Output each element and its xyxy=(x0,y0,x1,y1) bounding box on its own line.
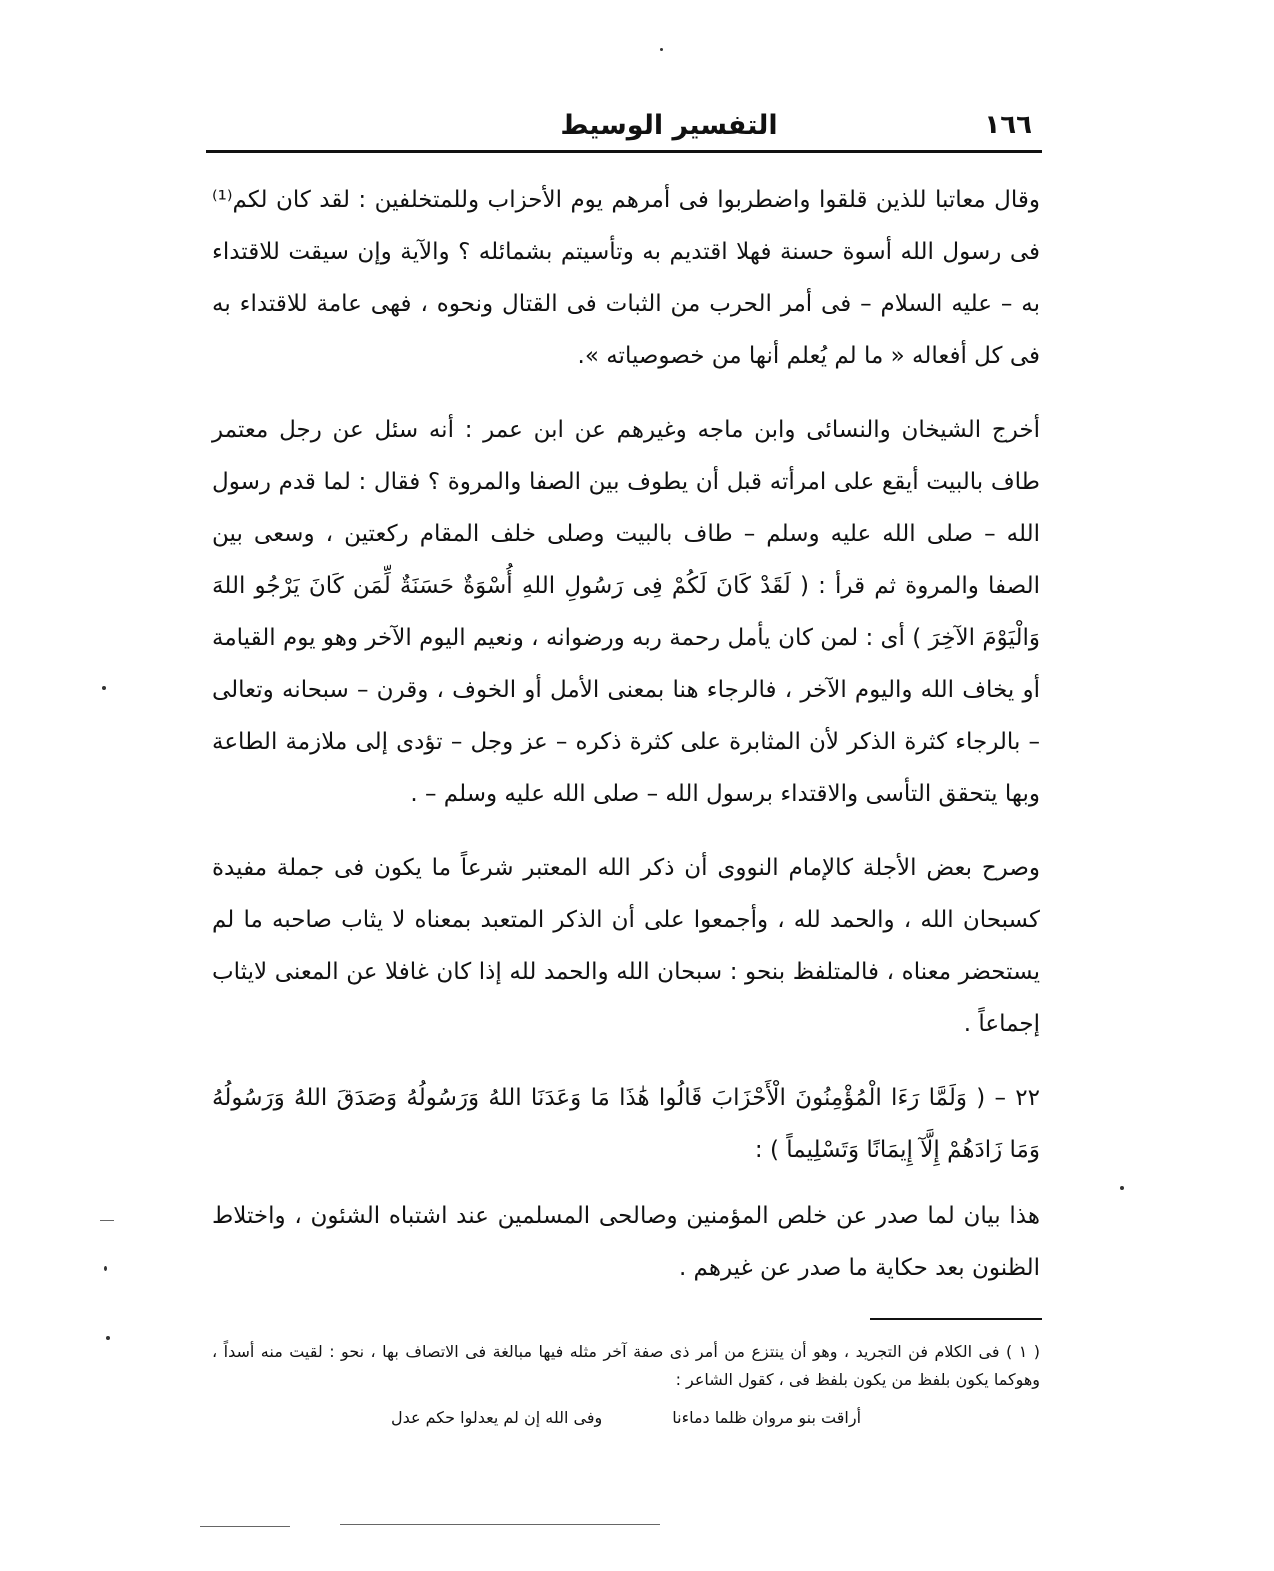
paragraph: وصرح بعض الأجلة كالإمام النووى أن ذكر الله المعتبر شرعاً ما يكون فى جملة مفيدة كسبحان الله ، والحمد لله ، وأجمعوا على أن الذكر المتعبد بمعناه لا يثاب صاحبه ما لم يستحضر معناه ، فالمتلفظ بنحو : سبحان الله والحمد لله إذا كان غافلا عن المعنى لايثاب إجماعاً . xyxy=(212,855,1040,1037)
page-header xyxy=(208,108,1040,148)
scan-speck xyxy=(102,686,106,690)
footnotes xyxy=(212,1338,1040,1432)
footnote-rule xyxy=(870,1318,1042,1320)
scan-speck xyxy=(660,48,663,51)
running-title: التفسير الوسيط xyxy=(560,110,778,141)
verse-heading: ٢٢ – ( وَلَمَّا رَءَا الْمُؤْمِنُونَ الْأَحْزَابَ قَالُوا هَٰذَا مَا وَعَدَنَا اللهُ وَرَسُولُهُ وَصَدَقَ اللهُ وَرَسُولُهُ وَمَا زَادَهُمْ إِلَّآ إِيمَانًا وَتَسْلِيماً ) : xyxy=(212,1085,1040,1163)
page-number: ١٦٦ xyxy=(984,110,1032,140)
main-text xyxy=(212,174,1040,1294)
paragraph: هذا بيان لما صدر عن خلص المؤمنين وصالحى المسلمين عند اشتباه الشئون ، واختلاط الظنون بعد حكاية ما صدر عن غيرهم . xyxy=(212,1203,1040,1281)
verse-first-hemistich: أراقت بنو مروان ظلما دماءنا xyxy=(672,1408,862,1427)
footnote-text: ( ١ ) فى الكلام فن التجريد ، وهو أن ينتزع من أمر ذى صفة آخر مثله فيها مبالغة فى الاتصاف بها ، نحو : لقيت منه أسداً ، وهوكما يكون بلفظ من يكون بلفظ فى ، كقول الشاعر : xyxy=(212,1342,1041,1389)
header-rule xyxy=(206,150,1042,153)
scan-speck xyxy=(104,1266,107,1271)
scan-edge xyxy=(200,1526,290,1527)
paragraph: أخرج الشيخان والنسائى وابن ماجه وغيرهم عن ابن عمر : أنه سئل عن رجل معتمر طاف بالبيت أيقع على امرأته قبل أن يطوف بين الصفا والمروة ؟ فقال : لما قدم رسول الله – صلى الله عليه وسلم – طاف بالبيت وصلى خلف المقام ركعتين ، وسعى بين الصفا والمروة ثم قرأ : ( لَقَدْ كَانَ لَكُمْ فِى رَسُولِ اللهِ أُسْوَةٌ حَسَنَةٌ لِّمَن كَانَ يَرْجُو اللهَ وَالْيَوْمَ الآخِرَ ) أى : لمن كان يأمل رحمة ربه ورضوانه ، ونعيم اليوم الآخر وهو يوم القيامة أو يخاف الله واليوم الآخر ، فالرجاء هنا بمعنى الأمل أو الخوف ، وقرن – سبحانه وتعالى – بالرجاء كثرة الذكر لأن المثابرة على كثرة ذكره – عز وجل – تؤدى إلى ملازمة الطاعة وبها يتحقق التأسى والاقتداء برسول الله – صلى الله عليه وسلم – . xyxy=(212,417,1040,807)
paragraph: وقال معاتبا للذين قلقوا واضطربوا فى أمرهم يوم الأحزاب وللمتخلفين : لقد كان لكم⁽¹⁾ فى رسول الله أسوة حسنة فهلا اقتديم به وتأسيتم بشمائله ؟ والآية وإن سيقت للاقتداء به – عليه السلام – فى أمر الحرب من الثبات فى القتال ونحوه ، فهى عامة للاقتداء به فى كل أفعاله « ما لم يُعلم أنها من خصوصياته ». xyxy=(212,187,1040,369)
scan-speck xyxy=(106,1336,110,1340)
scan-edge xyxy=(340,1524,660,1525)
scan-speck xyxy=(1120,1186,1124,1190)
footnote-verse xyxy=(212,1404,1040,1432)
verse-second-hemistich: وفى الله إن لم يعدلوا حكم عدل xyxy=(391,1408,603,1427)
scan-edge xyxy=(100,1220,114,1221)
